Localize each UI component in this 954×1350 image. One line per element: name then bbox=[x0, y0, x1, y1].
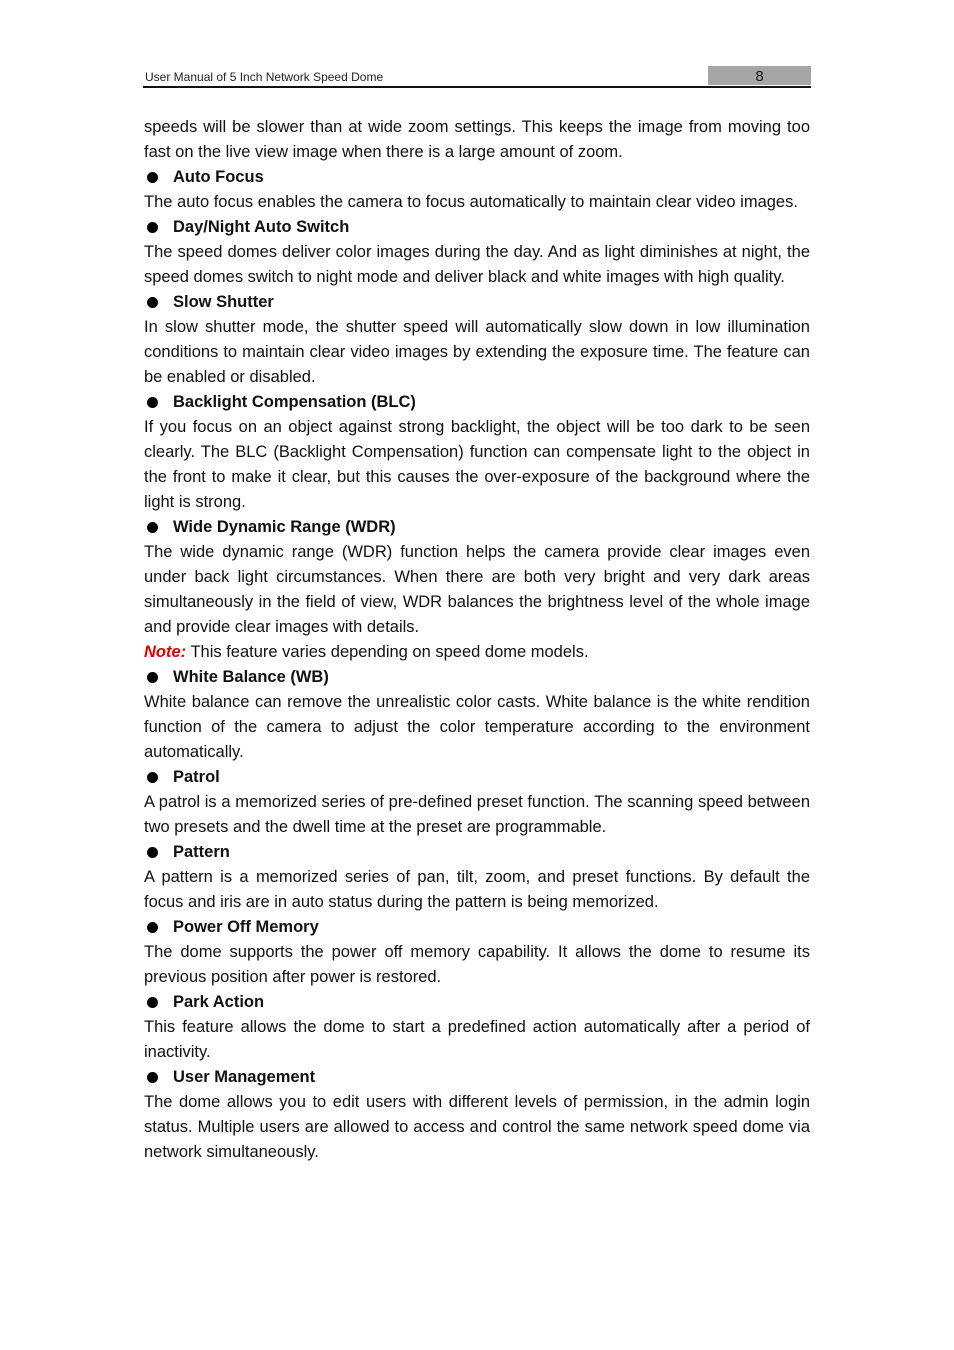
section-heading-day-night bbox=[144, 215, 810, 240]
section-body-pattern: A pattern is a memorized series of pan, tilt, zoom, and preset functions. By default the focus and iris are in auto status during the pattern is being memorized. bbox=[144, 868, 810, 911]
header-divider bbox=[143, 86, 811, 88]
heading-text: Wide Dynamic Range (WDR) bbox=[173, 518, 396, 536]
heading-text: Day/Night Auto Switch bbox=[173, 218, 350, 236]
bullet-icon bbox=[147, 922, 158, 933]
document-title: User Manual of 5 Inch Network Speed Dome bbox=[145, 70, 384, 84]
bullet-icon bbox=[147, 172, 158, 183]
section-body-patrol: A patrol is a memorized series of pre-defined preset function. The scanning speed between two presets and the dwell time at the preset are programmable. bbox=[144, 793, 810, 836]
bullet-icon bbox=[147, 297, 158, 308]
section-body-blc: If you focus on an object against strong backlight, the object will be too dark to be seen clearly. The BLC (Backlight Compensation) function can compensate light to the object in the front to make it clear, but this causes the over-exposure of the background where the light is strong. bbox=[144, 418, 810, 511]
bullet-icon bbox=[147, 397, 158, 408]
heading-text: Backlight Compensation (BLC) bbox=[173, 393, 416, 411]
section-body-day-night: The speed domes deliver color images during the day. And as light diminishes at night, the speed domes switch to night mode and deliver black and white images with high quality. bbox=[144, 243, 810, 286]
section-heading-white-balance bbox=[144, 665, 810, 690]
section-body-park-action: This feature allows the dome to start a predefined action automatically after a period of inactivity. bbox=[144, 1018, 810, 1061]
heading-text: Park Action bbox=[173, 993, 265, 1011]
section-heading-blc bbox=[144, 390, 810, 415]
section-body-slow-shutter: In slow shutter mode, the shutter speed will automatically slow down in low illumination conditions to maintain clear video images by extending the exposure time. The feature can be enabled or disabled. bbox=[144, 318, 810, 386]
section-heading-patrol bbox=[144, 765, 810, 790]
note-label: Note: bbox=[144, 643, 187, 661]
section-body-power-off-memory: The dome supports the power off memory capability. It allows the dome to resume its previous position after power is restored. bbox=[144, 943, 810, 986]
page-content bbox=[144, 115, 810, 1165]
bullet-icon bbox=[147, 1072, 158, 1083]
section-heading-auto-focus bbox=[144, 165, 810, 190]
bullet-icon bbox=[147, 997, 158, 1008]
section-body-auto-focus: The auto focus enables the camera to focus automatically to maintain clear video images. bbox=[144, 193, 798, 211]
bullet-icon bbox=[147, 772, 158, 783]
heading-text: User Management bbox=[173, 1068, 316, 1086]
page-number: 8 bbox=[708, 66, 811, 85]
section-heading-slow-shutter bbox=[144, 290, 810, 315]
section-heading-pattern bbox=[144, 840, 810, 865]
bullet-icon bbox=[147, 222, 158, 233]
section-body-wdr: The wide dynamic range (WDR) function helps the camera provide clear images even under back light circumstances. When there are both very bright and very dark areas simultaneously in the field of view, WDR balances the brightness level of the whole image and provide clear images with details. bbox=[144, 543, 810, 636]
section-body-user-management: The dome allows you to edit users with different levels of permission, in the admin login status. Multiple users are allowed to access and control the same network speed dome via network simultaneously. bbox=[144, 1093, 810, 1161]
page-header bbox=[143, 66, 811, 88]
heading-text: White Balance (WB) bbox=[173, 668, 329, 686]
section-heading-power-off-memory bbox=[144, 915, 810, 940]
bullet-icon bbox=[147, 847, 158, 858]
heading-text: Pattern bbox=[173, 843, 230, 861]
intro-paragraph: speeds will be slower than at wide zoom settings. This keeps the image from moving too fast on the live view image when there is a large amount of zoom. bbox=[144, 118, 810, 161]
bullet-icon bbox=[147, 522, 158, 533]
section-heading-wdr bbox=[144, 515, 810, 540]
heading-text: Slow Shutter bbox=[173, 293, 274, 311]
section-heading-user-management bbox=[144, 1065, 810, 1090]
heading-text: Patrol bbox=[173, 768, 220, 786]
heading-text: Auto Focus bbox=[173, 168, 264, 186]
wdr-note bbox=[144, 640, 810, 665]
heading-text: Power Off Memory bbox=[173, 918, 319, 936]
section-heading-park-action bbox=[144, 990, 810, 1015]
section-body-white-balance: White balance can remove the unrealistic color casts. White balance is the white rendition function of the camera to adjust the color temperature according to the environment automatically. bbox=[144, 693, 810, 761]
bullet-icon bbox=[147, 672, 158, 683]
note-text: This feature varies depending on speed dome models. bbox=[186, 643, 589, 661]
